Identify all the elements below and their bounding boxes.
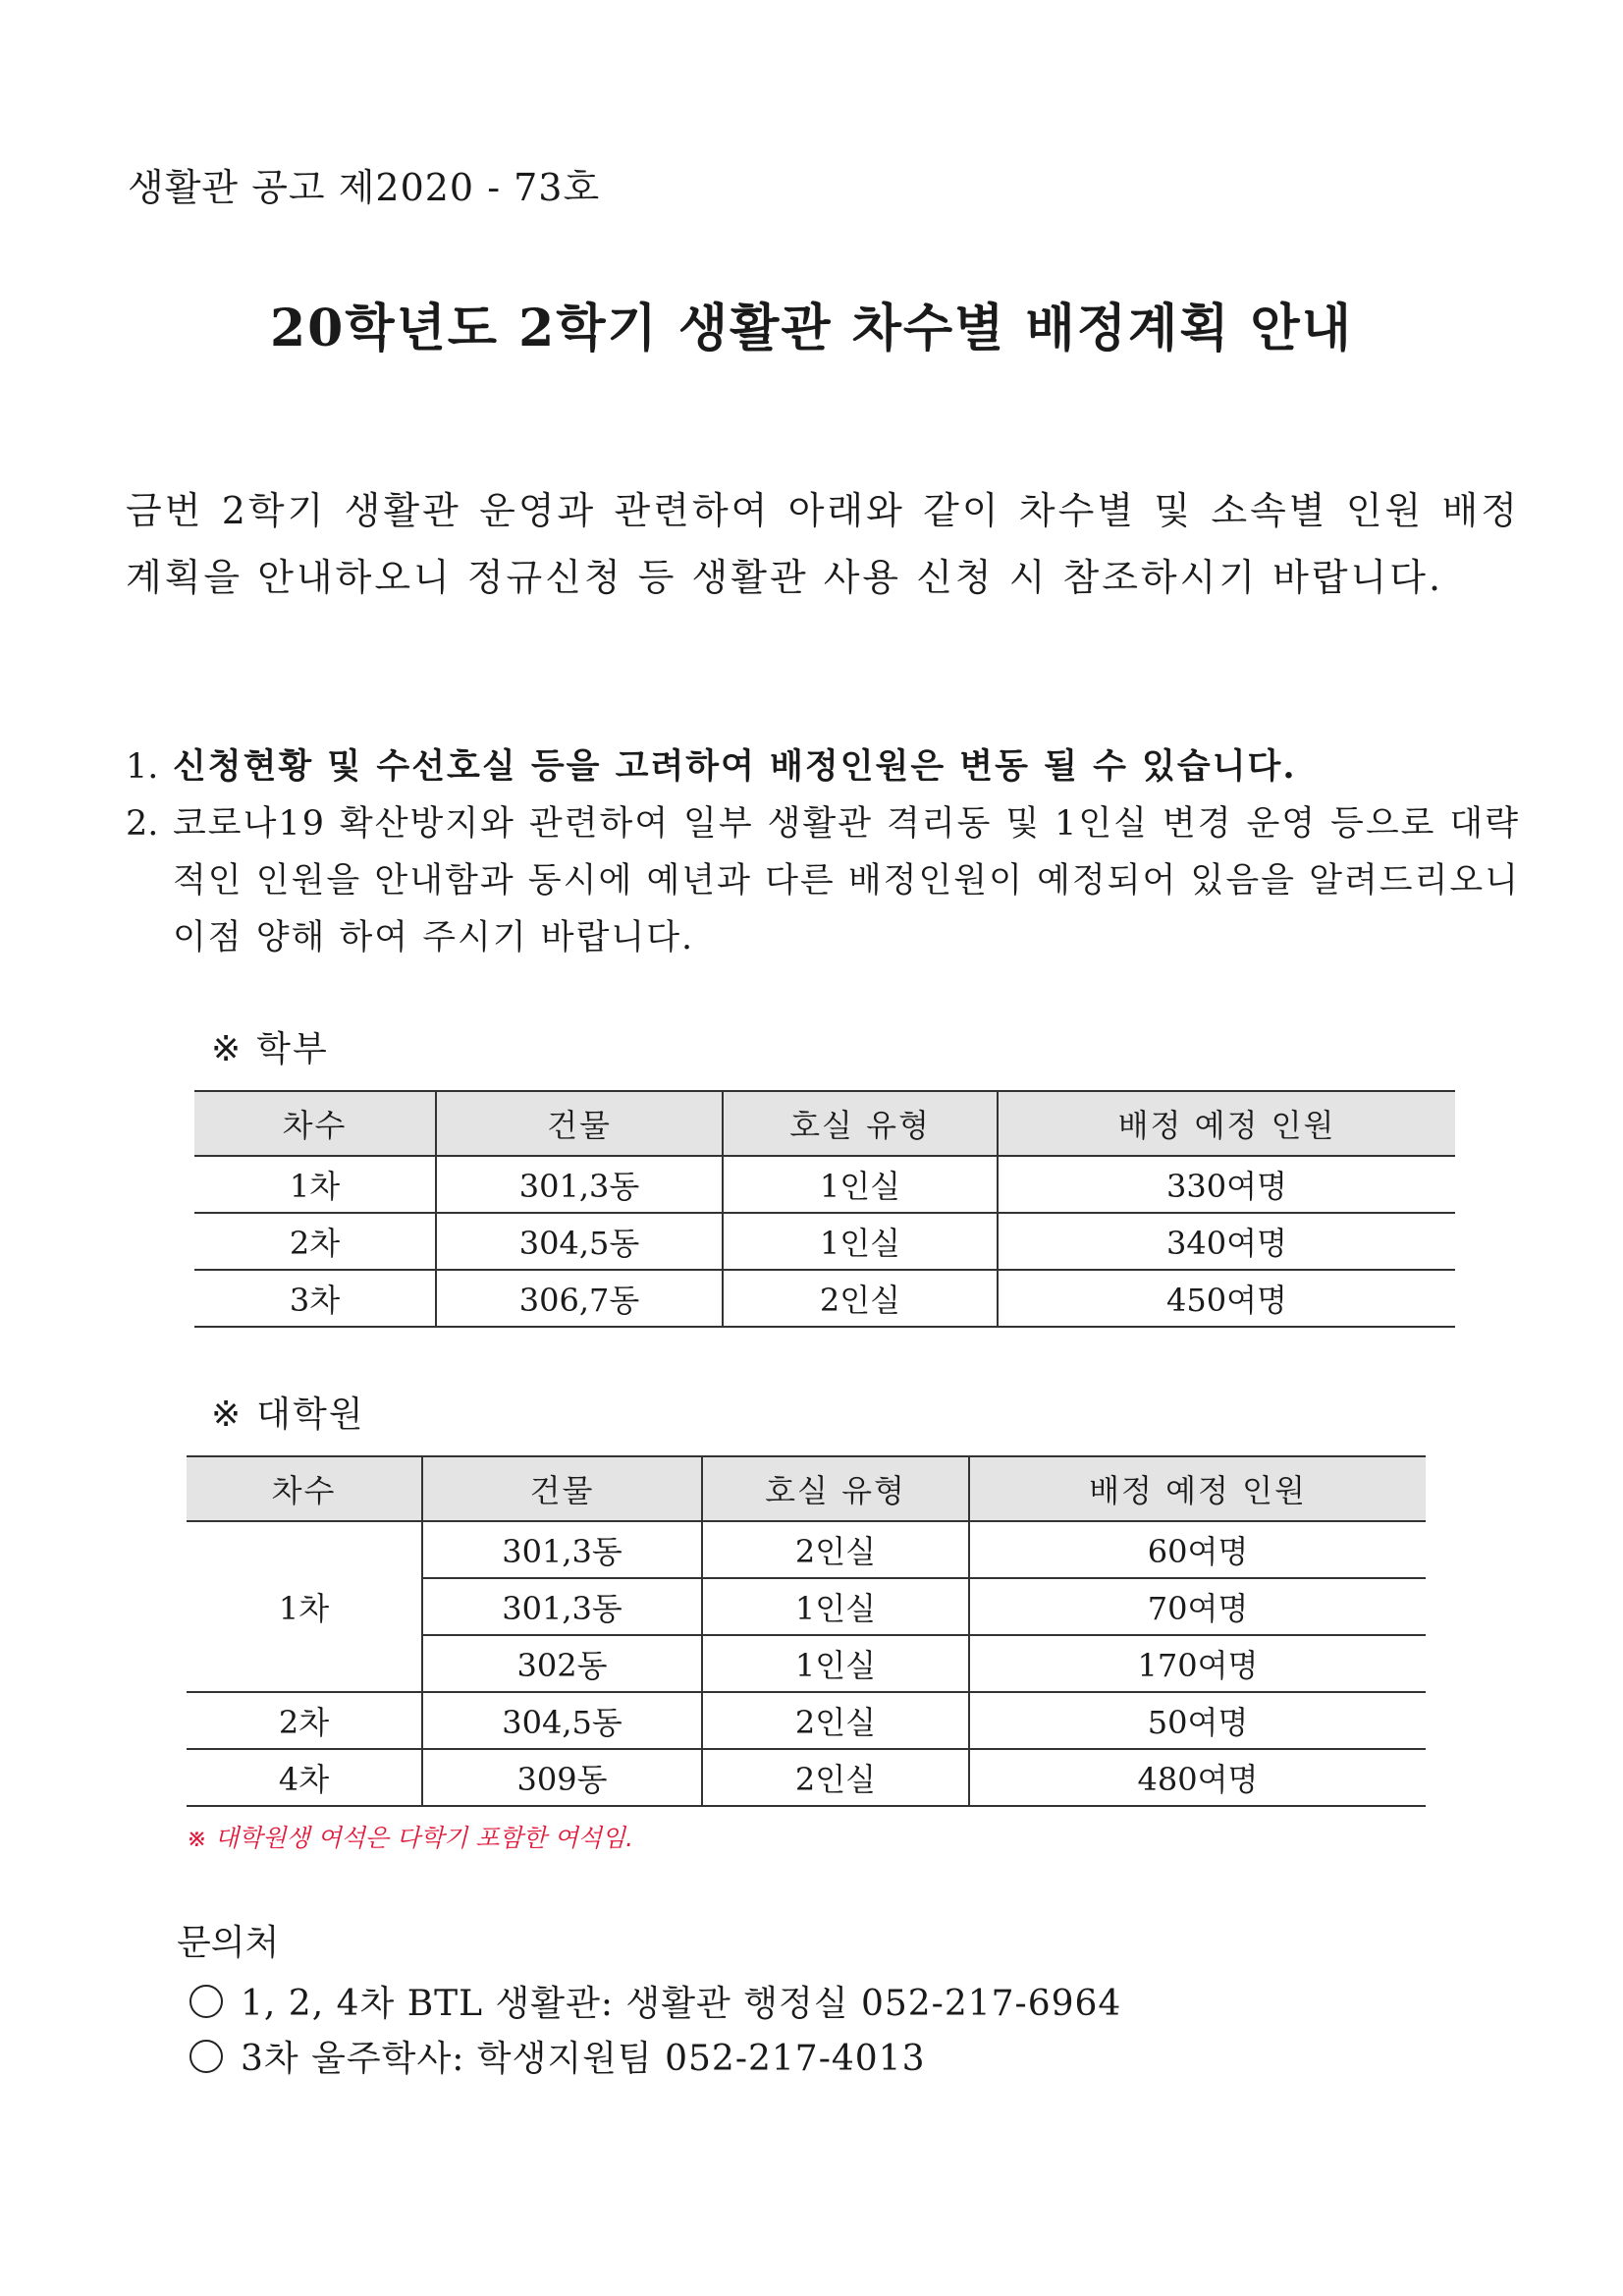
cell-round: 1차	[187, 1521, 422, 1692]
cell-capacity: 170여명	[969, 1635, 1426, 1692]
notes-list	[126, 738, 1520, 966]
cell-building: 301,3동	[436, 1156, 723, 1213]
cell-capacity: 50여명	[969, 1692, 1426, 1749]
table-row	[194, 1213, 1455, 1270]
cell-building: 309동	[422, 1749, 702, 1806]
cell-room-type: 1인실	[723, 1213, 998, 1270]
note-item	[126, 795, 1520, 966]
header-building: 건물	[422, 1456, 702, 1521]
note-number: 1.	[126, 747, 159, 787]
note-item	[126, 738, 1520, 795]
section-title: 학부	[256, 1029, 329, 1069]
page-title: 20학년도 2학기 생활관 차수별 배정계획 안내	[269, 299, 1353, 358]
cell-building: 302동	[422, 1635, 702, 1692]
cell-building: 301,3동	[422, 1521, 702, 1578]
cell-building: 301,3동	[422, 1578, 702, 1635]
notice-number: 생활관 공고 제2020 - 73호	[128, 166, 601, 209]
grad-section-label	[211, 1387, 365, 1437]
cell-room-type: 2인실	[723, 1270, 998, 1327]
cell-capacity: 70여명	[969, 1578, 1426, 1635]
table-header-row	[194, 1091, 1455, 1156]
contact-text: 3차 울주학사: 학생지원팀 052-217-4013	[241, 2039, 926, 2079]
cell-room-type: 2인실	[702, 1749, 969, 1806]
cell-round: 2차	[187, 1692, 422, 1749]
header-round: 차수	[194, 1091, 436, 1156]
section-title: 대학원	[256, 1394, 365, 1435]
grad-footnote: ※ 대학원생 여석은 다학기 포함한 여석임.	[187, 1824, 634, 1852]
header-round: 차수	[187, 1456, 422, 1521]
cell-room-type: 2인실	[702, 1521, 969, 1578]
cell-room-type: 1인실	[702, 1578, 969, 1635]
reference-mark: ※	[211, 1029, 243, 1069]
cell-capacity: 450여명	[998, 1270, 1455, 1327]
undergrad-table	[194, 1090, 1455, 1328]
reference-mark: ※	[211, 1394, 243, 1435]
cell-round: 3차	[194, 1270, 436, 1327]
contact-line	[189, 2031, 926, 2081]
cell-building: 306,7동	[436, 1270, 723, 1327]
cell-round: 2차	[194, 1213, 436, 1270]
table-row	[187, 1749, 1426, 1806]
table-row	[187, 1692, 1426, 1749]
cell-building: 304,5동	[436, 1213, 723, 1270]
table-row	[187, 1521, 1426, 1578]
cell-capacity: 330여명	[998, 1156, 1455, 1213]
grad-table	[187, 1455, 1426, 1807]
contact-line	[189, 1976, 1121, 2026]
note-text: 코로나19 확산방지와 관련하여 일부 생활관 격리동 및 1인실 변경 운영 등으로 대략적인 인원을 안내함과 동시에 예년과 다른 배정인원이 예정되어 있음을 알려드리오니 이점 양해 하여 주시기 바랍니다.	[173, 804, 1520, 957]
cell-capacity: 480여명	[969, 1749, 1426, 1806]
cell-round: 4차	[187, 1749, 422, 1806]
note-text: 신청현황 및 수선호실 등을 고려하여 배정인원은 변동 될 수 있습니다.	[173, 746, 1297, 787]
circle-bullet-icon	[189, 1985, 223, 2018]
header-building: 건물	[436, 1091, 723, 1156]
cell-building: 304,5동	[422, 1692, 702, 1749]
undergrad-section-label	[211, 1021, 329, 1071]
table-header-row	[187, 1456, 1426, 1521]
table-row	[194, 1156, 1455, 1213]
cell-capacity: 340여명	[998, 1213, 1455, 1270]
cell-capacity: 60여명	[969, 1521, 1426, 1578]
note-number: 2.	[126, 804, 159, 844]
header-capacity: 배정 예정 인원	[998, 1091, 1455, 1156]
intro-paragraph: 금번 2학기 생활관 운영과 관련하여 아래와 같이 차수별 및 소속별 인원 배정계획을 안내하오니 정규신청 등 생활관 사용 신청 시 참조하시기 바랍니다.	[126, 489, 1520, 599]
cell-room-type: 1인실	[702, 1635, 969, 1692]
table-row	[194, 1270, 1455, 1327]
contact-text: 1, 2, 4차 BTL 생활관: 생활관 행정실 052-217-6964	[241, 1984, 1122, 2024]
cell-round: 1차	[194, 1156, 436, 1213]
header-capacity: 배정 예정 인원	[969, 1456, 1426, 1521]
header-room-type: 호실 유형	[723, 1091, 998, 1156]
cell-room-type: 1인실	[723, 1156, 998, 1213]
cell-room-type: 2인실	[702, 1692, 969, 1749]
contact-title: 문의처	[177, 1923, 280, 1963]
circle-bullet-icon	[189, 2040, 223, 2073]
header-room-type: 호실 유형	[702, 1456, 969, 1521]
